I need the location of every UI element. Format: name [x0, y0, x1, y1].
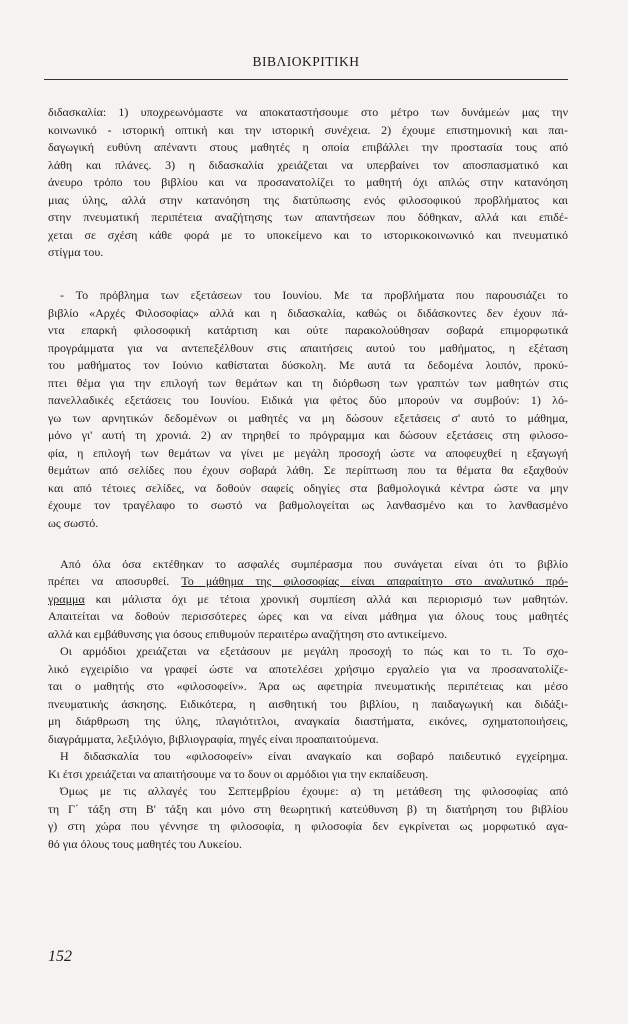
- text-line: μόνο γι' αυτή τη χρονιά. 2) αν τηρηθεί το πρόγραμμα και δώσουν εξετάσεις στη φιλοσο-: [48, 428, 568, 442]
- running-header: ΒΙΒΛΙΟΚΡΙΤΙΚΗ: [252, 54, 360, 69]
- text-line: διδασκαλία: 1) υποχρεωνόμαστε να αποκαταστήσουμε στο μέτρο των δυνάμεών μας την: [48, 105, 568, 119]
- text-line: στίγμα του.: [48, 245, 104, 259]
- text-line: δαγωγική ευθύνη απέναντι στους μαθητές η οποία επιβάλλει την προστασία τους από: [48, 140, 568, 154]
- text-line: στην πνευματική περιπέτεια αναζήτησης των απαντήσεων που δόθηκαν, αλλά και επιδέ-: [48, 210, 568, 224]
- text-line: βιβλίο «Αρχές Φιλοσοφίας» αλλά και η διδασκαλία, καθώς οι διδάσκοντες δεν έχουν πά-: [48, 305, 568, 320]
- text-line: γ) στη χώρα που γέννησε τη φιλοσοφία, η φιλοσοφία δεν εγκρίνεται ως μορφωτικό αγα-: [48, 819, 568, 833]
- text-line: έχουμε τον τραγέλαφο το σωστό να βαθμολογείται ως λανθασμένο και το λανθασμένο: [48, 498, 568, 512]
- paragraph-3: [48, 556, 568, 644]
- text-line: προγράμματα για να αντεπεξέλθουν στις απαιτήσεις αυτού του μαθήματος, η εξέταση: [48, 340, 568, 355]
- text-line: ντα επαρκή φιλοσοφική κατάρτιση και ούτε παρακολούθησαν σοβαρά επιμορφωτικά: [48, 323, 568, 337]
- text-line: Απαιτείται να δοθούν περισσότερες ώρες και να είναι μάθημα για όλους τους μαθητές: [48, 609, 568, 623]
- text-line: γω των αρνητικών δεδομένων οι μαθητές να μη δώσουν εξετάσεις σ' αυτό το μάθημα,: [48, 410, 568, 425]
- text-line: - Το πρόβλημα των εξετάσεων του Ιουνίου. Με τα προβλήματα που παρουσιάζει το: [60, 288, 568, 302]
- text-line: κοινωνικό - ιστορική οπτική και την ιστορική συνέχεια. 2) έχουμε επιστημονική και παι-: [48, 122, 568, 137]
- text-line: [48, 573, 568, 591]
- text-line: Από όλα όσα εκτέθηκαν το ασφαλές συμπέρασμα που συνάγεται είναι ότι το βιβλίο: [60, 556, 568, 571]
- paragraph-4: [48, 643, 568, 748]
- text-line: πνευματικής άσκησης. Ειδικότερα, η αισθητική του βιβλίου, η παιδαγωγική και διδάξι-: [48, 696, 568, 711]
- text-line: μιας ύλης, αλλά στην κατανόηση της διατύπωσης ενός φιλοσοφικού προβλήματος και: [48, 192, 568, 207]
- header-rule: [44, 79, 568, 80]
- paragraph-1: [48, 104, 568, 262]
- text-line: Όμως με τις αλλαγές του Σεπτεμβρίου έχουμε: α) τη μετάθεση της φιλοσοφίας από: [60, 784, 568, 798]
- text-line: Οι αρμόδιοι χρειάζεται να εξετάσουν με μεγάλη προσοχή το πώς και το τι. Το σχο-: [60, 644, 568, 658]
- text-line: φία, η επιλογή των θεμάτων να γίνει με μεγάλη προσοχή ώστε να αποφευχθεί η εξαγωγή: [48, 445, 568, 460]
- text-line: διαγράμματα, λεξιλόγιο, βιβλιογραφία, πηγές είναι προαπαιτούμενα.: [48, 731, 379, 746]
- underlined-text: Το μάθημα της φιλοσοφίας είναι απαραίτητο στο αναλυτικό πρό-: [181, 574, 568, 588]
- body-text: [48, 104, 568, 853]
- text-line: Η διδασκαλία του «φιλοσοφείν» είναι αναγκαίο και σοβαρό παιδευτικό εγχείρημα.: [60, 749, 568, 763]
- text-line: πτει θέμα για την επιλογή των θεμάτων και τη διόρθωση των γραπτών των μαθητών στις: [48, 375, 568, 390]
- text-line: τη Γ΄ τάξη στη Β' τάξη και μόνο στη θεωρητική κατεύθυνση β) τη διατήρηση του βιβλίου: [48, 801, 568, 816]
- text-line: ως σωστό.: [48, 515, 99, 530]
- text-line: αλλά και εμβάθυνσης για όσους επιθυμούν περαιτέρω αναζήτηση στο αντικείμενο.: [48, 626, 448, 641]
- paragraph-2: [48, 287, 568, 305]
- text-line: του μαθήματος τον Ιούνιο καθίσταται δύσκολη. Με αυτά τα δεδομένα λοιπόν, προκύ-: [48, 358, 568, 372]
- text-line: ται ο μαθητής στο «φιλοσοφείν». Άρα ως αφετηρία πνευματικής περιπέτειας και μέσο: [48, 679, 568, 693]
- text-line: Κι έτσι χρειάζεται να απαιτήσουμε να το δουν οι αρμόδιοι για την εκπαίδευση.: [48, 766, 429, 781]
- underlined-text: γραμμα: [48, 591, 85, 606]
- text-line: χεται σε σχέση κάθε φορά με το υποκείμενο και το ιστορικοκοινωνικό και πνευματικό: [48, 227, 568, 242]
- paragraph-5: [48, 748, 568, 783]
- text-line: πανελλαδικές εξετάσεις του Ιουνίου. Ειδικά για φέτος δύο μπορούν να συμβούν: 1) λό-: [48, 393, 568, 407]
- text-line: λάθη και πλάνες. 3) η διδασκαλία χρειάζεται να υπερβαίνει τον αποσπασματικό και: [48, 157, 568, 172]
- text-line: μη διάρθρωση της ύλης, πλαγιότιτλοι, αναγκαία διαστήματα, εικόνες, σχηματοποιήσεις,: [48, 714, 568, 728]
- text-line: θό για όλους τους μαθητές του Λυκείου.: [48, 836, 242, 851]
- text-line: λικό εγχειρίδιο να γραφεί ώστε να αποτελέσει χρήσιμο εργαλείο για να προσανατολίζε-: [48, 661, 568, 676]
- text-line: και από τέτοιες σελίδες, να δοθούν σαφείς οδηγίες στα βαθμολογικά κέντρα ώστε να μην: [48, 480, 568, 495]
- paragraph-6: [48, 783, 568, 853]
- text-line: θεμάτων από σελίδες που έχουν σοβαρά λάθη. Σε περίπτωση που τα θέματα θα εξαχθούν: [48, 463, 568, 477]
- text-line: άνευρο τρόπο του βιβλίου και να προσανατολίζει το μαθητή όχι απλώς στην κατανόηση: [48, 175, 568, 189]
- text-fragment: και μάλιστα όχι με τέτοια χρονική συμπίεση αλλά και περιορισμό των μαθητών.: [84, 591, 568, 606]
- page-number: 152: [48, 948, 72, 965]
- text-line: [48, 591, 568, 609]
- text-fragment: πρέπει να αποσυρθεί.: [48, 574, 170, 588]
